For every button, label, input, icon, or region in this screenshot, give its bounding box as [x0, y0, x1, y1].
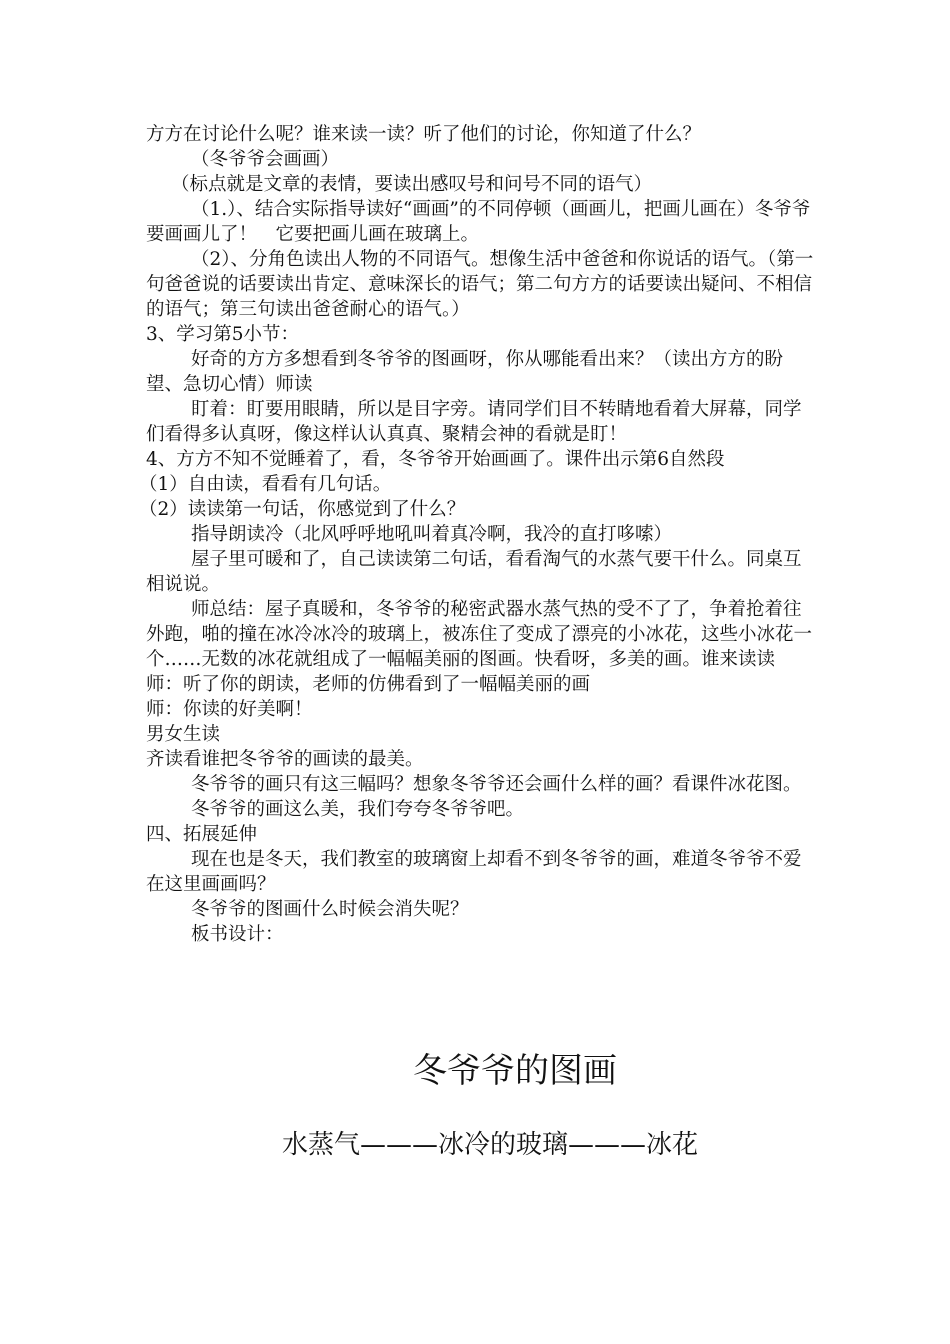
paragraph: 男女生读 [146, 724, 221, 745]
paragraph: 冬爷爷的画这么美，我们夸夸冬爷爷吧。 [191, 799, 525, 820]
paragraph: 好奇的方方多想看到冬爷爷的图画呀，你从哪能看出来？（读出方方的盼望、急切心情）师读 [146, 349, 784, 395]
paragraph: 师：听了你的朗读，老师的仿佛看到了一幅幅美丽的画 [146, 674, 591, 695]
paragraph: 师总结：屋子真暖和，冬爷爷的秘密武器水蒸气热的受不了了，争着抢着往外跑，啪的撞在冰冷冰冷的玻璃上，被冻住了变成了漂亮的小冰花，这些小冰花一个……无数的冰花就组成了一幅幅美丽的图画。快看呀，多美的画。谁来读读 [146, 599, 813, 670]
paragraph: （标点就是文章的表情，要读出感叹号和问号不同的语气） [171, 174, 653, 195]
paragraph: 指导朗读冷（北风呼呼地吼叫着真冷啊，我冷的直打哆嗦） [191, 524, 673, 545]
board-title: 冬爷爷的图画 [413, 1051, 617, 1091]
paragraph: 现在也是冬天，我们教室的玻璃窗上却看不到冬爷爷的画，难道冬爷爷不爱在这里画画吗？ [146, 849, 802, 895]
paragraph: （冬爷爷会画画） [191, 149, 340, 170]
paragraph: 冬爷爷的图画什么时候会消失呢？ [191, 899, 469, 920]
paragraph: （1.）、结合实际指导读好“画画”的不同停顿（画画儿，把画儿画在）冬爷爷要画画儿了！ 它要把画儿画在玻璃上。 [146, 199, 811, 245]
paragraph: 方方在讨论什么呢？谁来读一读？听了他们的讨论，你知道了什么？ [146, 124, 702, 145]
paragraph: 齐读看谁把冬爷爷的画读的最美。 [146, 749, 424, 770]
paragraph: 板书设计： [191, 924, 284, 945]
board-line: 水蒸气———冰冷的玻璃———冰花 [281, 1130, 698, 1160]
list-item: （2）读读第一句话，你感觉到了什么？ [139, 499, 466, 520]
list-item: （1）自由读，看看有几句话。 [139, 474, 392, 495]
section-heading: 3、学习第5小节： [146, 324, 300, 345]
paragraph: 屋子里可暖和了，自己读读第二句话，看看淘气的水蒸气要干什么。同桌互相说说。 [146, 549, 802, 595]
paragraph: 盯着：盯要用眼睛，所以是目字旁。请同学们目不转睛地看着大屏幕，同学们看得多认真呀，像这样认认真真、聚精会神的看就是盯！ [146, 399, 802, 445]
section-heading: 四、拓展延伸 [146, 824, 258, 845]
section-heading: 4、方方不知不觉睡着了，看，冬爷爷开始画画了。课件出示第6自然段 [146, 449, 725, 470]
paragraph: 师：你读的好美啊！ [146, 699, 313, 720]
lesson-body [139, 122, 814, 947]
paragraph: （2）、分角色读出人物的不同语气。想像生活中爸爸和你说话的语气。（第一句爸爸说的话要读出肯定、意味深长的语气；第二句方方的话要读出疑问、不相信的语气；第三句读出爸爸耐心的语气。） [146, 249, 814, 320]
paragraph: 冬爷爷的画只有这三幅吗？想象冬爷爷还会画什么样的画？看课件冰花图。 [191, 774, 802, 795]
